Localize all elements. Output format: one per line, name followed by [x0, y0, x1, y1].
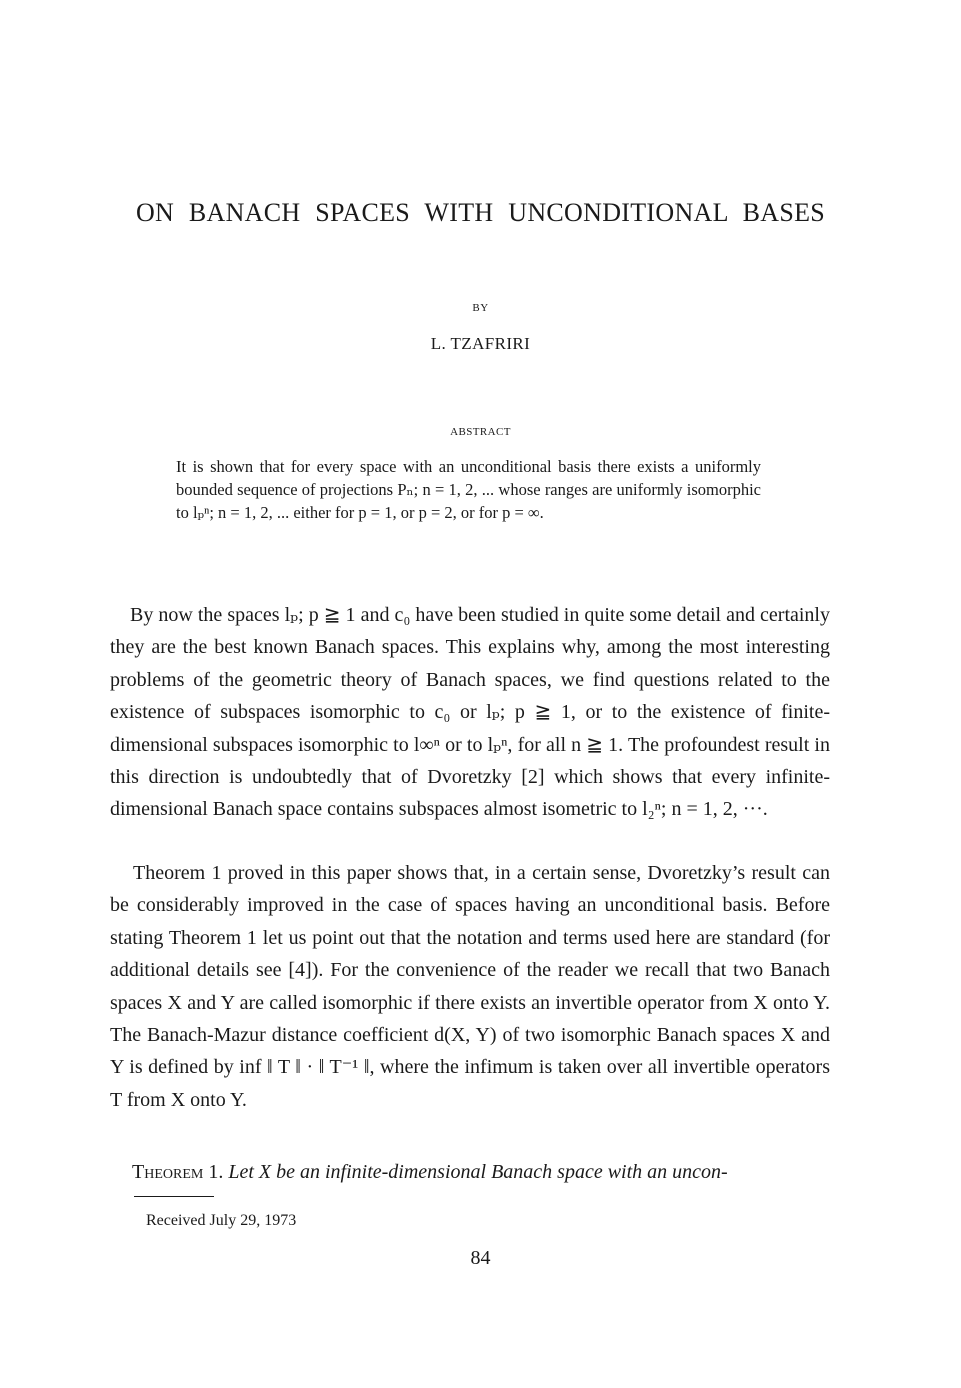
abstract-text: It is shown that for every space with an unconditional basis there exists a uniformly bounded sequence of projections Pₙ; n = 1, 2, ... whose ranges are uniformly isomorphic to lₚⁿ; n = 1, 2, ... either for p = 1, or p = 2, or for p = ∞.: [176, 457, 761, 522]
body-paragraph-2: Theorem 1 proved in this paper shows that, in a certain sense, Dvoretzky’s result can be considerably improved in the case of spaces having an unconditional basis. Before stating Theorem 1 let us point out that the notation and terms used here are standard (for additional details see [4]). For the convenience of the reader we recall that two Banach spaces X and Y are called isomorphic if there exists an invertible operator from X onto Y. The Banach-Mazur distance coefficient d(X, Y) of two isomorphic Banach spaces X and Y is defined by inf ‖ T ‖ · ‖ T⁻¹ ‖, where the infimum is taken over all invertible operators T from X onto Y.: [110, 862, 830, 1111]
received-footnote: Received July 29, 1973: [146, 1212, 297, 1229]
theorem-statement: [132, 1157, 832, 1187]
body-paragraph-1: By now the spaces lₚ; p ≧ 1 and c₀ have been studied in quite some detail and certainly they are the best known Banach spaces. This explains why, among the most interesting problems of the geometric theory of Banach spaces, we find questions related to the existence of subspaces isomorphic to c₀ or lₚ; p ≧ 1, or to the existence of finite-dimensional subspaces isomorphic to l∞ⁿ or to lₚⁿ, for all n ≧ 1. The profoundest result in this direction is undoubtedly that of Dvoretzky [2] which shows that every infinite-dimensional Banach space contains subspaces almost isometric to l₂ⁿ; n = 1, 2, ···.: [110, 604, 830, 821]
page-number: 84: [470, 1247, 491, 1269]
footnote-divider: [134, 1196, 214, 1197]
theorem-text: Let X be an infinite-dimensional Banach space with an uncon-: [228, 1161, 728, 1183]
abstract-heading: ABSTRACT: [450, 426, 511, 438]
theorem-label: Theorem 1.: [132, 1161, 224, 1183]
paper-title: ON BANACH SPACES WITH UNCONDITIONAL BASES: [135, 198, 826, 227]
author-name: L. TZAFRIRI: [430, 334, 531, 353]
byline-label: BY: [472, 302, 489, 314]
